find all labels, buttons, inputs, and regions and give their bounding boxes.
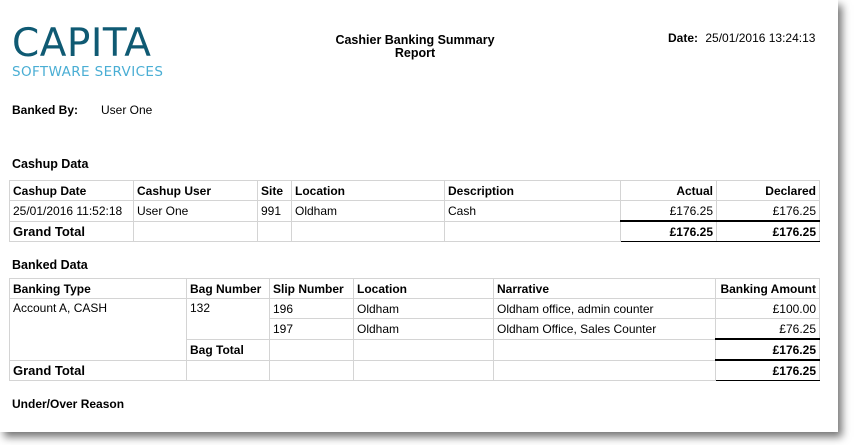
cell-date: 25/01/2016 11:52:18: [10, 201, 134, 222]
table-header-row: [10, 279, 820, 299]
report-title-line2: Report: [394, 46, 436, 60]
table-header-row: [10, 181, 820, 201]
cell-declared: £176.25: [717, 201, 820, 222]
col-banking-type: Banking Type: [10, 279, 187, 299]
cell-amount: £100.00: [716, 299, 820, 319]
empty-cell: [494, 339, 716, 360]
grand-total-row: [10, 360, 820, 381]
col-description: Description: [445, 181, 621, 201]
col-location: Location: [354, 279, 494, 299]
grand-total-declared: £176.25: [717, 221, 820, 242]
empty-cell: [354, 360, 494, 381]
report-title-line1: Cashier Banking Summary: [335, 33, 495, 47]
empty-cell: [445, 221, 621, 242]
cashup-section-title: Cashup Data: [12, 157, 89, 171]
table-row: [10, 201, 820, 222]
empty-cell: [270, 339, 354, 360]
cell-location: Oldham: [292, 201, 445, 222]
banked-section-title: Banked Data: [12, 258, 88, 272]
date-value: 25/01/2016 13:24:13: [705, 31, 816, 45]
col-slip-number: Slip Number: [270, 279, 354, 299]
logo-wordmark: CAPITA: [12, 21, 152, 66]
cell-banking-type: Account A, CASH: [10, 299, 187, 361]
cell-user: User One: [134, 201, 258, 222]
cell-site: 991: [258, 201, 292, 222]
under-over-reason-label: Under/Over Reason: [12, 397, 125, 411]
col-narrative: Narrative: [494, 279, 716, 299]
col-site: Site: [258, 181, 292, 201]
banked-table: [9, 278, 820, 381]
cell-description: Cash: [445, 201, 621, 222]
empty-cell: [270, 360, 354, 381]
grand-total-actual: £176.25: [621, 221, 717, 242]
banked-by-value: User One: [101, 103, 153, 117]
col-bag-number: Bag Number: [187, 279, 270, 299]
cell-amount: £76.25: [716, 319, 820, 340]
cashup-table: [9, 180, 820, 242]
cell-actual: £176.25: [621, 201, 717, 222]
cell-narrative: Oldham Office, Sales Counter: [494, 319, 716, 340]
grand-total-label: Grand Total: [10, 360, 187, 381]
empty-cell: [187, 360, 270, 381]
logo-subtitle: SOFTWARE SERVICES: [12, 64, 164, 80]
col-declared: Declared: [717, 181, 820, 201]
cell-location: Oldham: [354, 299, 494, 319]
grand-total-label: Grand Total: [10, 221, 134, 242]
empty-cell: [258, 221, 292, 242]
col-location: Location: [292, 181, 445, 201]
col-actual: Actual: [621, 181, 717, 201]
grand-total-amount: £176.25: [716, 360, 820, 381]
empty-cell: [354, 339, 494, 360]
grand-total-row: [10, 221, 820, 242]
bag-total-amount: £176.25: [716, 339, 820, 360]
bag-total-label: Bag Total: [187, 339, 270, 360]
col-cashup-user: Cashup User: [134, 181, 258, 201]
report-date: [668, 31, 815, 45]
col-banking-amount: Banking Amount: [716, 279, 820, 299]
banked-by: [12, 103, 152, 117]
cell-narrative: Oldham office, admin counter: [494, 299, 716, 319]
col-cashup-date: Cashup Date: [10, 181, 134, 201]
cell-location: Oldham: [354, 319, 494, 340]
capita-logo: [12, 21, 164, 80]
cell-bag-number: 132: [187, 299, 270, 340]
empty-cell: [494, 360, 716, 381]
empty-cell: [292, 221, 445, 242]
date-label: Date:: [668, 31, 699, 45]
table-row: [10, 299, 820, 319]
cell-slip: 196: [270, 299, 354, 319]
report-title: [300, 34, 530, 60]
banked-by-label: Banked By:: [12, 103, 79, 117]
cell-slip: 197: [270, 319, 354, 340]
empty-cell: [134, 221, 258, 242]
